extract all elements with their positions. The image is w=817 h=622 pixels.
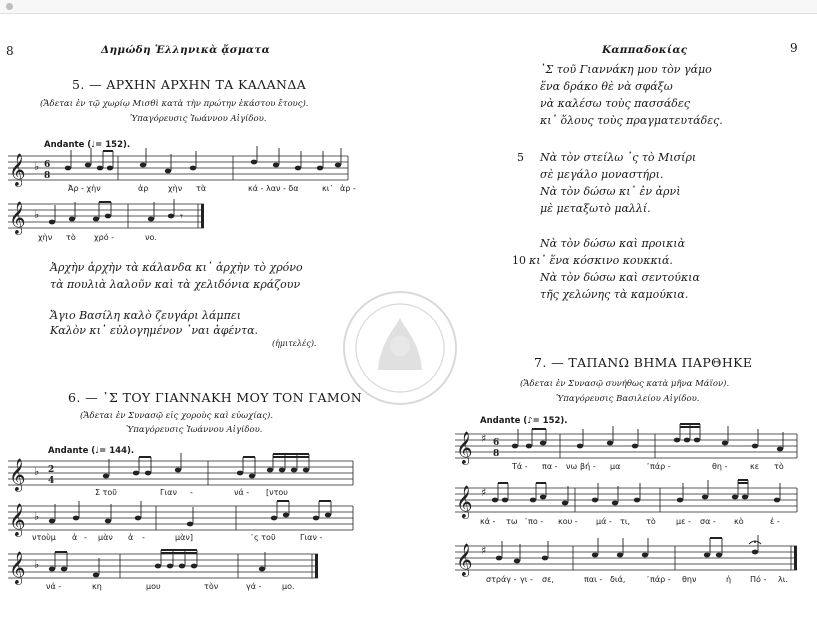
lyric-syllable: τι, [620,517,631,526]
song6-verse-2: ἕνα δράκο θὲ νὰ σφάξω [540,80,673,93]
lyric-syllable: με - [676,517,691,526]
lyric-syllable: κου - [558,517,578,526]
song6-verse-9: Νὰ τὸν δώσω καὶ προικιὰ [540,237,686,250]
viewer-top-bar [0,0,817,14]
lyric-syllable: χρό - [94,233,115,242]
lyric-syllable: μὰν [98,533,113,542]
song7-staff-3 [455,536,805,580]
lyric-syllable: ντοὺμ [32,533,56,542]
song7-lyrics-line-2 [450,517,810,529]
svg-text:𝄞: 𝄞 [456,485,473,518]
lyric-syllable: χὴν [38,233,53,242]
lyric-syllable: Γιαν - [300,533,323,542]
verse-number: 10 [512,254,526,267]
lyric-syllable: τὰ [196,184,207,193]
lyric-syllable: σα - [700,517,716,526]
song6-verse-12: τῆς χελώνης τὰ καμούκια. [540,288,689,301]
lyric-syllable: τὸ [646,517,656,526]
song5-verse-4: Καλὸν κι᾽ εὐλογημένον ᾽ναι ἀφέντα. [50,324,258,337]
lyric-syllable: κά - [480,517,496,526]
svg-text:8: 8 [493,449,500,459]
lyric-syllable: - [142,533,145,542]
song5-singer: Ὑπαγόρευσις Ἰωάννου Αἰγίδου. [130,114,267,124]
song6-lyrics-line-2 [0,533,360,545]
lyric-syllable: κη [92,582,102,591]
lyric-syllable: [ντου [266,488,288,497]
svg-text:4: 4 [48,476,55,486]
svg-text:♯: ♯ [481,432,487,445]
song7-title: 7. — ΤΑΠΑΝΩ ΒΗΜΑ ΠΑΡΘΗΚΕ [534,355,753,370]
lyric-syllable: παι - [584,575,603,584]
svg-text:𝄞: 𝄞 [9,153,26,186]
left-running-head: Δημώδη Ἑλληνικὰ ᾄσματα [101,44,270,56]
svg-text:𝄞: 𝄞 [456,543,473,576]
lyric-syllable: νο. [145,233,157,242]
lyric-syllable: τὸ [774,462,784,471]
lyric-syllable: ᾽πάρ - [646,462,671,471]
song6-verse-6: σὲ μεγάλο μοναστήρι. [540,168,664,181]
svg-text:𝄞: 𝄞 [9,201,26,234]
lyric-syllable: μο. [282,582,295,591]
svg-text:♭: ♭ [34,208,40,221]
lyric-syllable: τω [506,517,518,526]
song6-verse-7: Νὰ τὸν δώσω κι᾽ ἐν ἀρνὶ [540,185,681,198]
lyric-syllable: ἀ [128,533,134,542]
svg-text:♭: ♭ [34,160,40,173]
svg-text:6: 6 [44,160,51,170]
song5-staff-2 [8,198,218,238]
svg-text:𝄞: 𝄞 [9,551,26,584]
song7-staff-2 [455,482,805,522]
lyric-syllable: ἐ - [770,517,780,526]
song7-lyrics-line-3 [450,575,810,587]
song5-trailing-note: (ἡμιτελές). [272,339,317,348]
svg-text:♭: ♭ [34,465,40,478]
svg-text:♭: ♭ [34,558,40,571]
svg-text:𝄞: 𝄞 [9,458,26,491]
lyric-syllable: θη - [712,462,728,471]
svg-text:2: 2 [48,465,55,475]
song5-lyrics-line-2 [0,233,220,245]
song6-note: (Ἄδεται ἐν Συνασῷ εἰς χοροὺς καὶ εὐωχίας). [80,411,274,421]
lyric-syllable: Σ τοῦ [95,488,117,497]
lyric-syllable: ᾽πο - [524,517,544,526]
svg-text:♯: ♯ [481,486,487,499]
lyric-syllable: μὰν] [175,533,193,542]
lyric-syllable: νω [566,462,578,471]
window-dot-icon [6,3,13,10]
lyric-syllable: νά - [46,582,62,591]
song6-verse-8: μὲ μεταξωτὸ μαλλί. [540,202,651,215]
lyric-syllable: ἡ [726,575,732,584]
song6-singer: Ὑπαγόρευσις Ἰωάννου Αἰγίδου. [126,425,263,435]
lyric-syllable: γι - [520,575,533,584]
song6-verse-10: κι᾽ ἕνα κόσκινο κουκκιά. [529,254,673,267]
song5-lyrics-line-1 [0,184,360,196]
lyric-syllable: μα [610,462,621,471]
song7-tempo: Andante (♪= 152). [480,416,568,426]
song7-note: (Ἄδεται ἐν Συνασῷ συνήθως κατὰ μῆνα Μάϊον). [520,379,730,389]
song6-title: 6. — ᾽Σ ΤΟΥ ΓΙΑΝΝΑΚΗ ΜΟΥ ΤΟΝ ΓΑΜΟΝ [68,390,363,405]
lyric-syllable: κά - λαν - δα [248,184,299,193]
lyric-syllable: μά - [596,517,612,526]
song7-lyrics-line-1 [450,462,810,474]
lyric-syllable: Πό - [750,575,767,584]
lyric-syllable: νά - [234,488,250,497]
lyric-syllable: ἀ [72,533,78,542]
lyric-syllable: βή - [580,462,596,471]
verse-number: 5 [517,151,524,164]
lyric-syllable: κε [750,462,760,471]
song6-lyrics-line-1 [0,488,360,500]
song5-title: 5. — ΑΡΧΗΝ ΑΡΧΗΝ ΤΑ ΚΑΛΑΝΔΑ [72,77,307,92]
lyric-syllable: ἀρ [138,184,149,193]
lyric-syllable: τὸ [66,233,76,242]
lyric-syllable: κι᾽ [322,184,334,193]
lyric-syllable: λι. [778,575,788,584]
song5-tempo: Andante (♩= 152). [44,140,131,150]
song6-verse-1: ᾽Σ τοῦ Γιαννάκη μου τὸν γάμο [540,63,712,76]
lyric-syllable: πα - [542,462,558,471]
song6-verse-3: νὰ καλέσω τοὺς πασσάδες [540,97,690,110]
lyric-syllable: σε, [542,575,554,584]
lyric-syllable: θην [682,575,697,584]
lyric-syllable: Ἀρ - χὴν [68,184,101,193]
lyric-syllable: κὸ [734,517,744,526]
lyric-syllable: - [84,533,87,542]
svg-text:𝄞: 𝄞 [9,503,26,536]
song6-lyrics-line-3 [0,582,360,594]
lyric-syllable: Τά - [512,462,528,471]
svg-text:♯: ♯ [481,544,487,557]
song5-verse-1: Ἀρχὴν ἀρχὴν τὰ κάλανδα κι᾽ ἀρχὴν τὸ χρόνο [50,261,303,274]
song5-verse-2: τὰ πουλιὰ λαλοῦν καὶ τὰ χελιδόνια κράζουν [50,278,301,291]
lyric-syllable: ἀρ - [340,184,356,193]
lyric-syllable: ᾽ς τοῦ [250,533,276,542]
right-running-head: Καππαδοκίας [602,44,688,56]
lyric-syllable: τὸν [204,582,219,591]
lyric-syllable: χὴν [168,184,183,193]
svg-text:♭: ♭ [34,510,40,523]
right-page-number: 9 [790,41,798,55]
lyric-syllable: στράγ - [486,575,517,584]
svg-text:𝄾: 𝄾 [180,210,183,223]
song6-tempo: Andante (♩= 144). [48,446,135,456]
svg-text:𝄞: 𝄞 [456,431,473,464]
song6-verse-5: Νὰ τὸν στείλω ᾽ς τὸ Μισίρι [540,151,697,164]
lyric-syllable: μου [146,582,161,591]
song6-verse-11: Νὰ τὸν δώσω καὶ σεντούκια [540,271,700,284]
svg-text:6: 6 [493,438,500,448]
lyric-syllable: Γιαν [160,488,177,497]
lyric-syllable: - [190,488,193,497]
song7-singer: Ὑπαγόρευσις Βασιλείου Αἰγίδου. [556,394,700,404]
svg-text:8: 8 [44,171,51,181]
song5-note: (Ἄδεται ἐν τῷ χωρίῳ Μισθὶ κατὰ τὴν πρώτην ἑκάστου ἔτους). [40,99,309,109]
lyric-syllable: γά - [246,582,262,591]
lyric-syllable: ᾽πάρ - [646,575,671,584]
song6-verse-4: κι᾽ ὅλους τοὺς πραγματευτάδες. [540,114,723,127]
song5-verse-3: Ἄγιο Βασίλη καλὸ ζευγάρι λάμπει [50,309,242,322]
left-page-number: 8 [6,44,14,58]
lyric-syllable: διά, [610,575,626,584]
